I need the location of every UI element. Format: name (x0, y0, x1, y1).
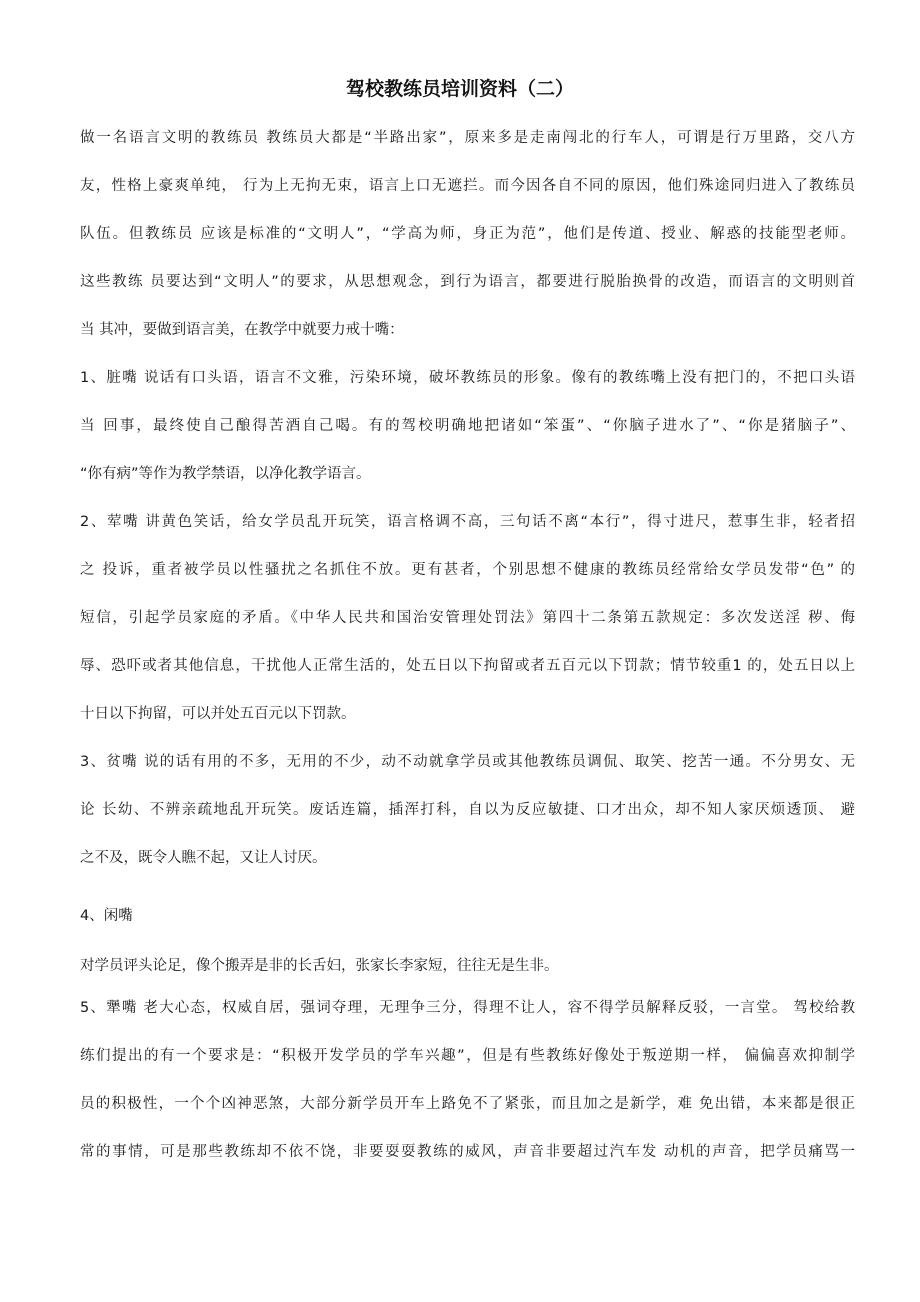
text-line: “你有病”等作为教学禁语，以净化教学语言。 (80, 466, 371, 482)
text-line: 当 回事，最终使自己酿得苦酒自己喝。有的驾校明确地把诸如“笨蛋”、“你脑子进水了”、“你是猪脑子”、 (80, 418, 855, 434)
text-line: 友，性格上豪爽单纯， 行为上无拘无束，语言上口无遮拦。而今因各自不同的原因，他们殊途同归进入了教练员 (80, 178, 855, 194)
text-line: 做一名语言文明的教练员 教练员大都是“半路出家”，原来多是走南闯北的行车人，可谓是行万里路，交八方 (80, 130, 855, 146)
text-line: 员的积极性，一个个凶神恶煞，大部分新学员开车上路免不了紧张，而且加之是新学，难 免出错，本来都是很正 (80, 1096, 855, 1112)
text-line: 十日以下拘留，可以并处五百元以下罚款。 (80, 706, 356, 722)
text-line: 5、犟嘴 老大心态，权威自居，强词夺理，无理争三分，得理不让人，容不得学员解释反驳，一言堂。 驾校给教 (80, 1000, 855, 1016)
text-line: 辱、恐吓或者其他信息，干扰他人正常生活的，处五日以下拘留或者五百元以下罚款；情节较重1 的，处五日以上 (80, 658, 855, 674)
text-line: 1、脏嘴 说话有口头语，语言不文雅，污染环境，破坏教练员的形象。像有的教练嘴上没有把门的，不把口头语 (80, 370, 855, 386)
text-line: 2、荤嘴 讲黄色笑话，给女学员乱开玩笑，语言格调不高，三句话不离“本行”，得寸进尺，惹事生非，轻者招 (80, 514, 855, 530)
text-line: 队伍。但教练员 应该是标准的“文明人”，“学高为师，身正为范”，他们是传道、授业、解惑的技能型老师。 (80, 226, 855, 242)
text-line: 之 投诉，重者被学员以性骚扰之名抓住不放。更有甚者，个别思想不健康的教练员经常给女学员发带“色” 的 (80, 562, 855, 578)
text-line: 练们提出的有一个要求是：“积极开发学员的学车兴趣”，但是有些教练好像处于叛逆期一样， 偏偏喜欢抑制学 (80, 1048, 855, 1064)
text-line: 4、闲嘴 (80, 908, 133, 924)
document-title: 驾校教练员培训资料（二） (345, 78, 574, 100)
text-line: 论 长幼、不辨亲疏地乱开玩笑。废话连篇，插浑打科，自以为反应敏捷、口才出众，却不知人家厌烦透顶、 避 (80, 802, 855, 818)
text-line: 之不及，既令人瞧不起，又让人讨厌。 (80, 850, 327, 866)
text-line: 常的事情，可是那些教练却不依不饶，非要耍耍教练的威风，声音非要超过汽车发 动机的声音，把学员痛骂一 (80, 1144, 855, 1160)
text-line: 短信，引起学员家庭的矛盾。《中华人民共和国治安管理处罚法》第四十二条第五款规定：多次发送淫 秽、侮 (80, 610, 855, 626)
text-line: 对学员评头论足，像个搬弄是非的长舌妇，张家长李家短，往往无是生非。 (80, 958, 559, 974)
text-line: 这些教练 员要达到“文明人”的要求，从思想观念，到行为语言，都要进行脱胎换骨的改造，而语言的文明则首 (80, 274, 855, 290)
text-line: 当 其冲，要做到语言美，在教学中就要力戒十嘴： (80, 322, 404, 338)
text-line: 3、贫嘴 说的话有用的不多，无用的不少，动不动就拿学员或其他教练员调侃、取笑、挖苦一通。不分男女、无 (80, 754, 855, 770)
